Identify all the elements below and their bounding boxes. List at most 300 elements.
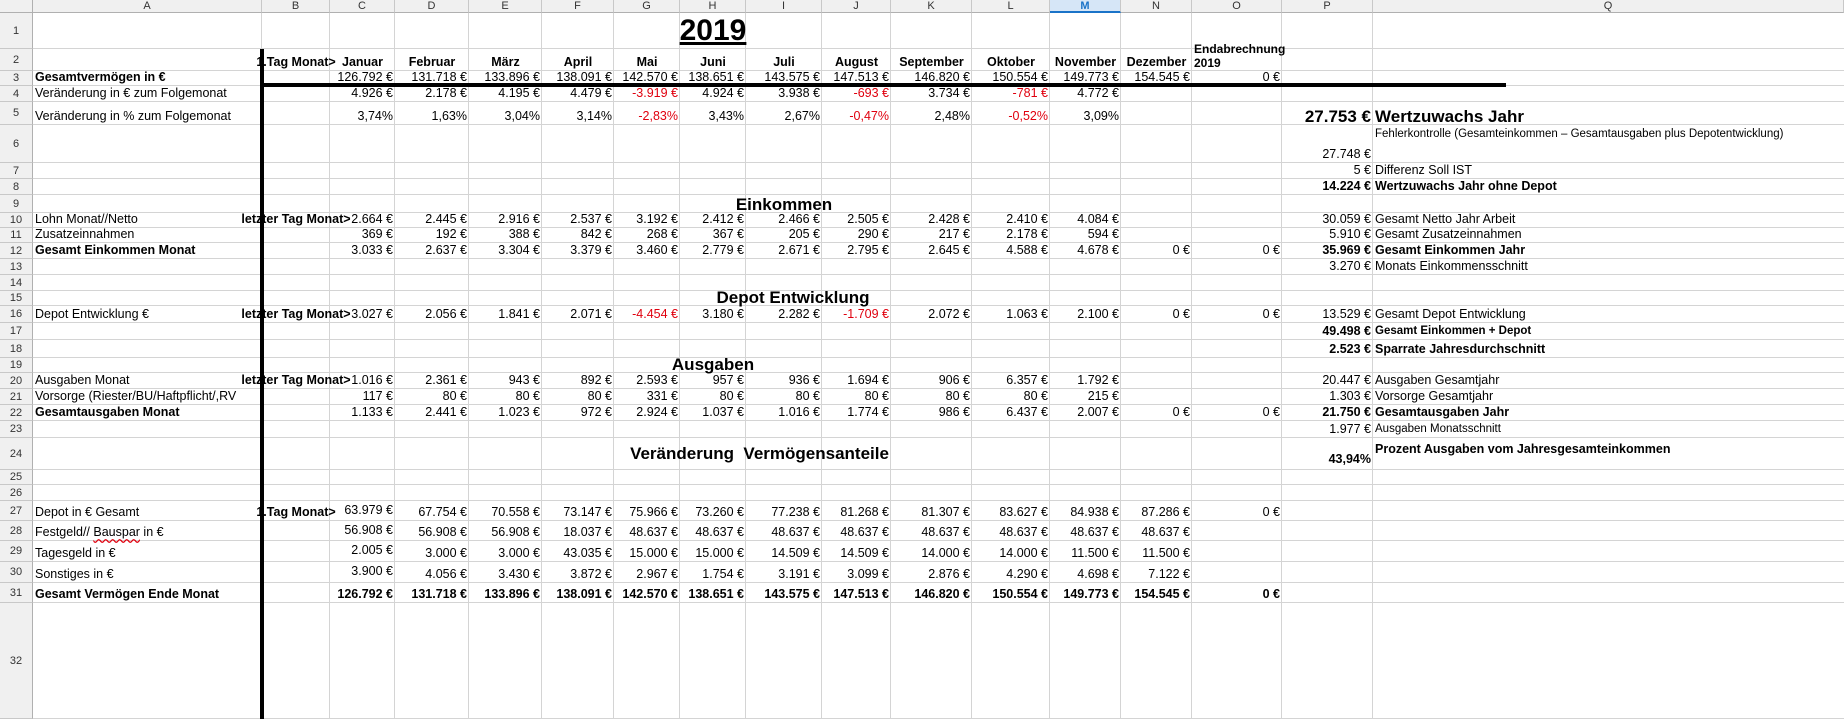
- cell-l30[interactable]: 4.290 €: [1006, 567, 1048, 581]
- cell-j20[interactable]: 1.694 €: [847, 373, 889, 387]
- summary-label-12[interactable]: Gesamt Einkommen Jahr: [1375, 243, 1526, 257]
- cell-i16[interactable]: 2.282 €: [778, 307, 820, 321]
- cell-j10[interactable]: 2.505 €: [847, 212, 889, 226]
- cell-j28[interactable]: 48.637 €: [840, 525, 889, 539]
- cell-d28[interactable]: 56.908 €: [418, 525, 467, 539]
- summary-value-6[interactable]: 27.748 €: [1322, 147, 1371, 161]
- cell-m16[interactable]: 2.100 €: [1077, 307, 1119, 321]
- cell-d29[interactable]: 3.000 €: [425, 546, 467, 560]
- column-header-b[interactable]: B: [262, 0, 330, 13]
- cell-e4[interactable]: 4.195 €: [498, 86, 540, 100]
- summary-label-5[interactable]: Wertzuwachs Jahr: [1375, 107, 1524, 126]
- cell-j4[interactable]: -693 €: [853, 86, 889, 100]
- cell-e20[interactable]: 943 €: [508, 373, 540, 387]
- summary-label-22[interactable]: Gesamtausgaben Jahr: [1375, 405, 1510, 419]
- cell-e16[interactable]: 1.841 €: [498, 307, 540, 321]
- cell-f27[interactable]: 73.147 €: [563, 505, 612, 519]
- cell-g21[interactable]: 331 €: [646, 389, 678, 403]
- cell-k27[interactable]: 81.307 €: [921, 505, 970, 519]
- cell-l10[interactable]: 2.410 €: [1006, 212, 1048, 226]
- cell-m10[interactable]: 4.084 €: [1077, 212, 1119, 226]
- row-header-7[interactable]: 7: [0, 163, 33, 179]
- summary-label-6[interactable]: Fehlerkontrolle (Gesamteinkommen – Gesamtausgaben plus Depotentwicklung): [1375, 128, 1784, 140]
- cell-c3[interactable]: 126.792 €: [337, 70, 393, 84]
- cell-c30[interactable]: 3.900 €: [351, 564, 393, 578]
- cell-f29[interactable]: 43.035 €: [563, 546, 612, 560]
- cell-j12[interactable]: 2.795 €: [847, 243, 889, 257]
- month-header-11[interactable]: November: [1054, 55, 1117, 69]
- cell-f21[interactable]: 80 €: [587, 389, 612, 403]
- column-header-m[interactable]: M: [1050, 0, 1121, 13]
- cell-k4[interactable]: 3.734 €: [928, 86, 970, 100]
- cell-j29[interactable]: 14.509 €: [840, 546, 889, 560]
- cell-m4[interactable]: 4.772 €: [1077, 86, 1119, 100]
- cell-d21[interactable]: 80 €: [442, 389, 467, 403]
- month-header-3[interactable]: März: [491, 55, 520, 69]
- cell-m20[interactable]: 1.792 €: [1077, 373, 1119, 387]
- row-label-zusatz[interactable]: Zusatzeinnahmen: [35, 227, 135, 241]
- cell-l28[interactable]: 48.637 €: [999, 525, 1048, 539]
- summary-value-22[interactable]: 21.750 €: [1322, 405, 1371, 419]
- row-header-22[interactable]: 22: [0, 405, 33, 421]
- row-header-24[interactable]: 24: [0, 438, 33, 470]
- row-header-11[interactable]: 11: [0, 228, 33, 243]
- row-header-26[interactable]: 26: [0, 485, 33, 501]
- row-label-sonstiges[interactable]: Sonstiges in €: [35, 567, 114, 581]
- cell-h11[interactable]: 367 €: [712, 227, 744, 241]
- cell-j30[interactable]: 3.099 €: [847, 567, 889, 581]
- row-header-27[interactable]: 27: [0, 501, 33, 521]
- cell-c11[interactable]: 369 €: [361, 227, 393, 241]
- column-header-e[interactable]: E: [469, 0, 542, 13]
- cell-k12[interactable]: 2.645 €: [928, 243, 970, 257]
- summary-value-5[interactable]: 27.753 €: [1304, 107, 1371, 126]
- cell-o12[interactable]: 0 €: [1262, 243, 1280, 257]
- summary-value-11[interactable]: 5.910 €: [1329, 227, 1371, 241]
- column-header-n[interactable]: N: [1121, 0, 1192, 13]
- month-header-7[interactable]: Juli: [773, 55, 795, 69]
- cell-m22[interactable]: 2.007 €: [1077, 405, 1119, 419]
- cell-l12[interactable]: 4.588 €: [1006, 243, 1048, 257]
- section-ausgaben[interactable]: Ausgaben: [671, 355, 755, 374]
- row-header-30[interactable]: 30: [0, 562, 33, 583]
- column-header-c[interactable]: C: [330, 0, 395, 13]
- letzter-tag-label-16[interactable]: letzter Tag Monat>: [241, 307, 351, 321]
- cell-f20[interactable]: 892 €: [580, 373, 612, 387]
- summary-label-16[interactable]: Gesamt Depot Entwicklung: [1375, 307, 1526, 321]
- row-label-gesamtvermoegen[interactable]: Gesamtvermögen in €: [35, 70, 166, 84]
- summary-value-13[interactable]: 3.270 €: [1329, 259, 1371, 273]
- cell-i4[interactable]: 3.938 €: [778, 86, 820, 100]
- summary-value-16[interactable]: 13.529 €: [1322, 307, 1371, 321]
- cell-d11[interactable]: 192 €: [435, 227, 467, 241]
- row-header-20[interactable]: 20: [0, 373, 33, 389]
- cell-e3[interactable]: 133.896 €: [484, 70, 540, 84]
- section-vermoegensanteile[interactable]: Veränderung Vermögensanteile: [630, 444, 889, 463]
- cell-m31[interactable]: 149.773 €: [1063, 587, 1119, 601]
- summary-value-20[interactable]: 20.447 €: [1322, 373, 1371, 387]
- cell-c29[interactable]: 2.005 €: [351, 543, 393, 557]
- summary-value-17[interactable]: 49.498 €: [1322, 324, 1371, 338]
- cell-g28[interactable]: 48.637 €: [629, 525, 678, 539]
- summary-value-8[interactable]: 14.224 €: [1322, 179, 1371, 193]
- cell-g16[interactable]: -4.454 €: [632, 307, 678, 321]
- cell-k22[interactable]: 986 €: [938, 405, 970, 419]
- cell-i28[interactable]: 48.637 €: [771, 525, 820, 539]
- cell-l4[interactable]: -781 €: [1012, 86, 1048, 100]
- cell-h21[interactable]: 80 €: [719, 389, 744, 403]
- cell-c10[interactable]: 2.664 €: [351, 212, 393, 226]
- cell-i11[interactable]: 205 €: [788, 227, 820, 241]
- row-label-depot[interactable]: Depot Entwicklung €: [35, 307, 149, 321]
- cell-f28[interactable]: 18.037 €: [563, 525, 612, 539]
- cell-k30[interactable]: 2.876 €: [928, 567, 970, 581]
- cell-g11[interactable]: 268 €: [646, 227, 678, 241]
- header-endabrechnung[interactable]: [1192, 42, 1286, 71]
- summary-value-21[interactable]: 1.303 €: [1329, 389, 1371, 403]
- cell-m3[interactable]: 149.773 €: [1063, 70, 1119, 84]
- cell-h10[interactable]: 2.412 €: [702, 212, 744, 226]
- month-header-12[interactable]: Dezember: [1126, 55, 1187, 69]
- cell-i31[interactable]: 143.575 €: [764, 587, 820, 601]
- column-header-f[interactable]: F: [542, 0, 614, 13]
- cell-i5[interactable]: 2,67%: [784, 109, 820, 123]
- cell-m30[interactable]: 4.698 €: [1077, 567, 1119, 581]
- cell-d10[interactable]: 2.445 €: [425, 212, 467, 226]
- cell-k21[interactable]: 80 €: [945, 389, 970, 403]
- summary-label-20[interactable]: Ausgaben Gesamtjahr: [1375, 373, 1500, 387]
- cell-m29[interactable]: 11.500 €: [1071, 546, 1119, 560]
- cell-e11[interactable]: 388 €: [508, 227, 540, 241]
- cell-d4[interactable]: 2.178 €: [425, 86, 467, 100]
- month-header-5[interactable]: Mai: [636, 55, 658, 69]
- cell-o22[interactable]: 0 €: [1262, 405, 1280, 419]
- column-header-d[interactable]: D: [395, 0, 469, 13]
- cell-k3[interactable]: 146.820 €: [914, 70, 970, 84]
- cell-g3[interactable]: 142.570 €: [622, 70, 678, 84]
- row-header-10[interactable]: 10: [0, 213, 33, 228]
- row-header-23[interactable]: 23: [0, 421, 33, 438]
- cell-n16[interactable]: 0 €: [1172, 307, 1190, 321]
- cell-l31[interactable]: 150.554 €: [992, 587, 1048, 601]
- cell-e27[interactable]: 70.558 €: [491, 505, 540, 519]
- row-header-3[interactable]: 3: [0, 71, 33, 86]
- cell-d3[interactable]: 131.718 €: [411, 70, 467, 84]
- column-header-g[interactable]: G: [614, 0, 680, 13]
- cell-e5[interactable]: 3,04%: [504, 109, 540, 123]
- row-header-29[interactable]: 29: [0, 541, 33, 562]
- cell-d5[interactable]: 1,63%: [431, 109, 467, 123]
- row-header-17[interactable]: 17: [0, 323, 33, 340]
- cell-d22[interactable]: 2.441 €: [425, 405, 467, 419]
- cell-l3[interactable]: 150.554 €: [992, 70, 1048, 84]
- summary-value-12[interactable]: 35.969 €: [1322, 243, 1371, 257]
- cell-l20[interactable]: 6.357 €: [1006, 373, 1048, 387]
- column-header-j[interactable]: J: [822, 0, 891, 13]
- cell-l29[interactable]: 14.000 €: [999, 546, 1048, 560]
- row-header-8[interactable]: 8: [0, 179, 33, 195]
- row-header-4[interactable]: 4: [0, 86, 33, 102]
- sheet-title[interactable]: 2019: [679, 13, 747, 47]
- cell-l16[interactable]: 1.063 €: [1006, 307, 1048, 321]
- summary-value-10[interactable]: 30.059 €: [1322, 212, 1371, 226]
- first-day-label-27[interactable]: 1.Tag Monat>: [256, 505, 336, 519]
- column-header-a[interactable]: A: [33, 0, 262, 13]
- cell-h28[interactable]: 48.637 €: [695, 525, 744, 539]
- cell-i21[interactable]: 80 €: [795, 389, 820, 403]
- letzter-tag-label-10[interactable]: letzter Tag Monat>: [241, 212, 351, 226]
- cell-j3[interactable]: 147.513 €: [833, 70, 889, 84]
- cell-i20[interactable]: 936 €: [788, 373, 820, 387]
- cell-g29[interactable]: 15.000 €: [629, 546, 678, 560]
- cell-m27[interactable]: 84.938 €: [1070, 505, 1119, 519]
- cell-c4[interactable]: 4.926 €: [351, 86, 393, 100]
- month-header-6[interactable]: Juni: [700, 55, 726, 69]
- row-header-12[interactable]: 12: [0, 243, 33, 259]
- cell-f10[interactable]: 2.537 €: [570, 212, 612, 226]
- cell-d12[interactable]: 2.637 €: [425, 243, 467, 257]
- summary-value-24[interactable]: 43,94%: [1328, 452, 1371, 466]
- row-label-festgeld[interactable]: [33, 521, 262, 541]
- summary-label-17[interactable]: Gesamt Einkommen + Depot: [1375, 325, 1532, 337]
- cell-k28[interactable]: 48.637 €: [921, 525, 970, 539]
- section-einkommen[interactable]: Einkommen: [735, 195, 833, 214]
- cell-g5[interactable]: -2,83%: [638, 109, 678, 123]
- summary-label-8[interactable]: Wertzuwachs Jahr ohne Depot: [1375, 179, 1557, 193]
- cell-o3[interactable]: 0 €: [1262, 70, 1280, 84]
- cell-j27[interactable]: 81.268 €: [840, 505, 889, 519]
- cell-k31[interactable]: 146.820 €: [914, 587, 970, 601]
- summary-value-23[interactable]: 1.977 €: [1329, 422, 1371, 436]
- cell-k11[interactable]: 217 €: [938, 227, 970, 241]
- summary-label-23[interactable]: Ausgaben Monatsschnitt: [1375, 423, 1501, 435]
- cell-e29[interactable]: 3.000 €: [498, 546, 540, 560]
- cell-h16[interactable]: 3.180 €: [702, 307, 744, 321]
- cell-c21[interactable]: 117 €: [362, 389, 393, 403]
- cell-l27[interactable]: 83.627 €: [999, 505, 1048, 519]
- row-header-6[interactable]: 6: [0, 125, 33, 163]
- row-label-tagesgeld[interactable]: Tagesgeld in €: [35, 546, 116, 560]
- cell-g30[interactable]: 2.967 €: [636, 567, 678, 581]
- summary-value-7[interactable]: 5 €: [1353, 163, 1371, 177]
- cell-e28[interactable]: 56.908 €: [491, 525, 540, 539]
- cell-g12[interactable]: 3.460 €: [636, 243, 678, 257]
- row-header-9[interactable]: 9: [0, 195, 33, 213]
- summary-label-18[interactable]: Sparrate Jahresdurchschnitt: [1375, 342, 1546, 356]
- cell-c20[interactable]: 1.016 €: [351, 373, 393, 387]
- summary-label-7[interactable]: Differenz Soll IST: [1375, 163, 1473, 177]
- cell-m5[interactable]: 3,09%: [1083, 109, 1119, 123]
- row-label-lohn[interactable]: Lohn Monat//Netto: [35, 212, 138, 226]
- row-label-gesamt_einkommen[interactable]: Gesamt Einkommen Monat: [35, 243, 196, 257]
- cell-m12[interactable]: 4.678 €: [1077, 243, 1119, 257]
- cell-i22[interactable]: 1.016 €: [778, 405, 820, 419]
- month-header-9[interactable]: September: [899, 55, 964, 69]
- cell-k10[interactable]: 2.428 €: [928, 212, 970, 226]
- summary-label-11[interactable]: Gesamt Zusatzeinnahmen: [1375, 227, 1522, 241]
- cell-c28[interactable]: 56.908 €: [344, 523, 393, 537]
- row-label-gesamt_vermoegen_ende[interactable]: Gesamt Vermögen Ende Monat: [35, 587, 220, 601]
- cell-e10[interactable]: 2.916 €: [498, 212, 540, 226]
- cell-j5[interactable]: -0,47%: [849, 109, 889, 123]
- summary-value-18[interactable]: 2.523 €: [1329, 342, 1371, 356]
- cell-m11[interactable]: 594 €: [1087, 227, 1119, 241]
- cell-k16[interactable]: 2.072 €: [928, 307, 970, 321]
- cell-j31[interactable]: 147.513 €: [833, 587, 889, 601]
- month-header-2[interactable]: Februar: [408, 55, 456, 69]
- row-header-25[interactable]: 25: [0, 470, 33, 485]
- cell-f5[interactable]: 3,14%: [576, 109, 612, 123]
- row-label-depot_gesamt[interactable]: Depot in € Gesamt: [35, 505, 140, 519]
- column-header-i[interactable]: I: [746, 0, 822, 13]
- column-header-k[interactable]: K: [891, 0, 972, 13]
- cell-d30[interactable]: 4.056 €: [425, 567, 467, 581]
- month-header-10[interactable]: Oktober: [987, 55, 1035, 69]
- cell-c22[interactable]: 1.133 €: [351, 405, 393, 419]
- cell-g4[interactable]: -3.919 €: [632, 86, 678, 100]
- cell-n27[interactable]: 87.286 €: [1141, 505, 1190, 519]
- cell-f30[interactable]: 3.872 €: [570, 567, 612, 581]
- cell-d16[interactable]: 2.056 €: [425, 307, 467, 321]
- cell-m21[interactable]: 215 €: [1087, 389, 1119, 403]
- cell-o31[interactable]: 0 €: [1262, 587, 1280, 601]
- row-label-gesamtausgaben[interactable]: Gesamtausgaben Monat: [35, 405, 180, 419]
- section-depot[interactable]: Depot Entwicklung: [716, 288, 870, 307]
- cell-c27[interactable]: 63.979 €: [344, 503, 393, 517]
- cell-e31[interactable]: 133.896 €: [484, 587, 540, 601]
- cell-g22[interactable]: 2.924 €: [636, 405, 678, 419]
- cell-k29[interactable]: 14.000 €: [921, 546, 970, 560]
- column-header-q[interactable]: Q: [1373, 0, 1844, 13]
- cell-o27[interactable]: 0 €: [1262, 505, 1280, 519]
- cell-h27[interactable]: 73.260 €: [695, 505, 744, 519]
- row-header-14[interactable]: 14: [0, 275, 33, 291]
- row-label-veraenderung_pct[interactable]: Veränderung in % zum Folgemonat: [35, 109, 231, 123]
- column-header-h[interactable]: H: [680, 0, 746, 13]
- cell-i3[interactable]: 143.575 €: [764, 70, 820, 84]
- row-header-18[interactable]: 18: [0, 340, 33, 358]
- month-header-8[interactable]: August: [834, 55, 879, 69]
- cell-i27[interactable]: 77.238 €: [771, 505, 820, 519]
- cell-e30[interactable]: 3.430 €: [498, 567, 540, 581]
- cell-f11[interactable]: 842 €: [580, 227, 612, 241]
- cell-n3[interactable]: 154.545 €: [1134, 70, 1190, 84]
- cell-n30[interactable]: 7.122 €: [1148, 567, 1190, 581]
- cell-h31[interactable]: 138.651 €: [688, 587, 744, 601]
- cell-g31[interactable]: 142.570 €: [622, 587, 678, 601]
- cell-h5[interactable]: 3,43%: [708, 109, 744, 123]
- cell-i29[interactable]: 14.509 €: [771, 546, 820, 560]
- cell-n12[interactable]: 0 €: [1172, 243, 1190, 257]
- column-header-o[interactable]: O: [1192, 0, 1282, 13]
- row-label-ausgaben[interactable]: Ausgaben Monat: [35, 373, 130, 387]
- row-header-32[interactable]: 32: [0, 603, 33, 719]
- cell-i10[interactable]: 2.466 €: [778, 212, 820, 226]
- cell-e22[interactable]: 1.023 €: [498, 405, 540, 419]
- cell-d31[interactable]: 131.718 €: [411, 587, 467, 601]
- summary-label-10[interactable]: Gesamt Netto Jahr Arbeit: [1375, 212, 1516, 226]
- cell-k20[interactable]: 906 €: [938, 373, 970, 387]
- cell-h30[interactable]: 1.754 €: [702, 567, 744, 581]
- cell-c31[interactable]: 126.792 €: [337, 587, 393, 601]
- cell-h3[interactable]: 138.651 €: [688, 70, 744, 84]
- row-header-21[interactable]: 21: [0, 389, 33, 405]
- row-header-13[interactable]: 13: [0, 259, 33, 275]
- cell-l21[interactable]: 80 €: [1023, 389, 1048, 403]
- cell-j22[interactable]: 1.774 €: [847, 405, 889, 419]
- row-header-28[interactable]: 28: [0, 521, 33, 541]
- cell-f22[interactable]: 972 €: [580, 405, 612, 419]
- month-header-4[interactable]: April: [563, 55, 593, 69]
- row-header-2[interactable]: 2: [0, 49, 33, 71]
- cell-l5[interactable]: -0,52%: [1008, 109, 1048, 123]
- cell-c12[interactable]: 3.033 €: [351, 243, 393, 257]
- row-header-19[interactable]: 19: [0, 358, 33, 373]
- row-header-31[interactable]: 31: [0, 583, 33, 603]
- cell-c5[interactable]: 3,74%: [357, 109, 393, 123]
- cell-i12[interactable]: 2.671 €: [778, 243, 820, 257]
- cell-h20[interactable]: 957 €: [712, 373, 744, 387]
- cell-e21[interactable]: 80 €: [515, 389, 540, 403]
- cell-n22[interactable]: 0 €: [1172, 405, 1190, 419]
- cell-e12[interactable]: 3.304 €: [498, 243, 540, 257]
- cell-f16[interactable]: 2.071 €: [570, 307, 612, 321]
- row-header-16[interactable]: 16: [0, 306, 33, 323]
- column-header-l[interactable]: L: [972, 0, 1050, 13]
- cell-j11[interactable]: 290 €: [857, 227, 889, 241]
- row-header-1[interactable]: 1: [0, 13, 33, 49]
- cell-d27[interactable]: 67.754 €: [418, 505, 467, 519]
- cell-f4[interactable]: 4.479 €: [570, 86, 612, 100]
- cell-f12[interactable]: 3.379 €: [570, 243, 612, 257]
- month-header-1[interactable]: Januar: [342, 55, 383, 69]
- row-label-vorsorge[interactable]: Vorsorge (Riester/BU/Haftpflicht/,RV: [35, 389, 237, 403]
- cell-l11[interactable]: 2.178 €: [1006, 227, 1048, 241]
- cell-c16[interactable]: 3.027 €: [351, 307, 393, 321]
- cell-g20[interactable]: 2.593 €: [636, 373, 678, 387]
- cell-f31[interactable]: 138.091 €: [556, 587, 612, 601]
- cell-h29[interactable]: 15.000 €: [695, 546, 744, 560]
- cell-g10[interactable]: 3.192 €: [636, 212, 678, 226]
- cell-j21[interactable]: 80 €: [864, 389, 889, 403]
- row-header-5[interactable]: 5: [0, 102, 33, 125]
- cell-l22[interactable]: 6.437 €: [1006, 405, 1048, 419]
- summary-label-21[interactable]: Vorsorge Gesamtjahr: [1375, 389, 1494, 403]
- cell-n29[interactable]: 11.500 €: [1142, 546, 1190, 560]
- cell-n28[interactable]: 48.637 €: [1141, 525, 1190, 539]
- cell-f3[interactable]: 138.091 €: [556, 70, 612, 84]
- cell-o16[interactable]: 0 €: [1262, 307, 1280, 321]
- summary-label-24[interactable]: Prozent Ausgaben vom Jahresgesamteinkommen: [1375, 442, 1671, 456]
- column-header-p[interactable]: P: [1282, 0, 1373, 13]
- cell-h22[interactable]: 1.037 €: [702, 405, 744, 419]
- cell-m28[interactable]: 48.637 €: [1070, 525, 1119, 539]
- row-label-veraenderung_eur[interactable]: Veränderung in € zum Folgemonat: [35, 86, 227, 100]
- header-first-day[interactable]: 1.Tag Monat>: [256, 55, 336, 69]
- cell-g27[interactable]: 75.966 €: [629, 505, 678, 519]
- row-header-15[interactable]: 15: [0, 291, 33, 306]
- cell-d20[interactable]: 2.361 €: [425, 373, 467, 387]
- cell-h4[interactable]: 4.924 €: [702, 86, 744, 100]
- summary-label-13[interactable]: Monats Einkommensschnitt: [1375, 259, 1528, 273]
- letzter-tag-label-20[interactable]: letzter Tag Monat>: [241, 373, 351, 387]
- cell-h12[interactable]: 2.779 €: [702, 243, 744, 257]
- cell-j16[interactable]: -1.709 €: [843, 307, 889, 321]
- cell-n31[interactable]: 154.545 €: [1134, 587, 1190, 601]
- cell-i30[interactable]: 3.191 €: [778, 567, 820, 581]
- cell-k5[interactable]: 2,48%: [934, 109, 970, 123]
- select-all-corner[interactable]: [0, 0, 33, 13]
